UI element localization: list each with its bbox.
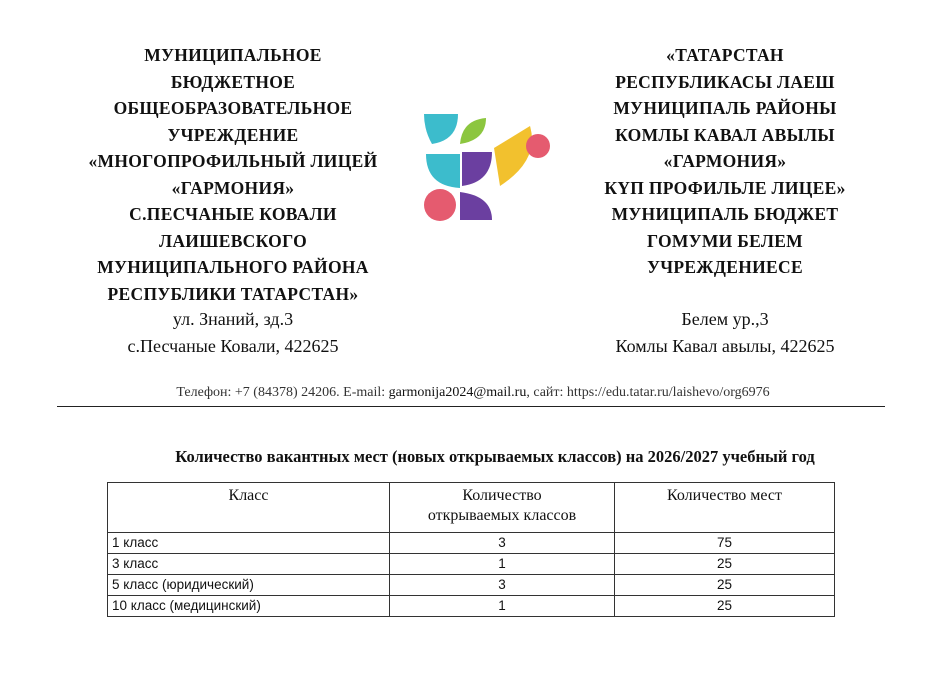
cell-classes-count: 3: [390, 533, 615, 554]
org-name-line: РЕСПУБЛИКИ ТАТАРСТАН»: [107, 283, 359, 304]
contact-website-text: , сайт: https://edu.tatar.ru/laishevo/org6976: [526, 385, 770, 400]
cell-class: 10 класс (медицинский): [108, 596, 390, 617]
table-header-row: [108, 483, 835, 533]
org-name-line: ГОМУМИ БЕЛЕМ: [646, 230, 803, 251]
cell-class: 1 класс: [108, 533, 390, 554]
table-row: [108, 554, 835, 575]
logo-purple-petal-bottom: [460, 192, 492, 220]
contact-email-link[interactable]: garmonija2024@mail.ru: [388, 385, 527, 400]
address-line: Комлы Кавал авылы, 422625: [615, 336, 835, 356]
cell-places: 25: [615, 575, 835, 596]
cell-class: 5 класс (юридический): [108, 575, 390, 596]
header-places: Количество мест: [615, 483, 835, 533]
address-tatar: [580, 306, 870, 360]
org-name-line: «ГАРМОНИЯ»: [663, 151, 787, 171]
org-name-line: С.ПЕСЧАНЫЕ КОВАЛИ: [129, 204, 337, 224]
org-name-russian: [68, 42, 398, 307]
logo-pink-dot-right: [526, 134, 550, 158]
logo-yellow-petal: [494, 126, 532, 186]
cell-places: 25: [615, 596, 835, 617]
org-name-line: МУНИЦИПАЛЬНОЕ: [144, 45, 322, 65]
table-row: [108, 575, 835, 596]
logo-pink-dot-left: [424, 189, 456, 221]
logo-green-petal: [460, 118, 486, 144]
cell-places: 25: [615, 554, 835, 575]
org-name-line: ОБЩЕОБРАЗОВАТЕЛЬНОЕ: [113, 98, 353, 118]
header-classes-count-line: Количество: [462, 487, 542, 504]
org-name-line: МУНИЦИПАЛЬ БЮДЖЕТ: [611, 204, 839, 224]
vacancy-table: [107, 482, 835, 617]
cell-places: 75: [615, 533, 835, 554]
table-title: Количество вакантных мест (новых открываемых классов) на 2026/2027 учебный год: [175, 447, 815, 466]
org-name-line: УЧРЕЖДЕНИЕСЕ: [647, 257, 803, 277]
cell-classes-count: 1: [390, 596, 615, 617]
org-name-line: БЮДЖЕТНОЕ: [170, 71, 296, 92]
address-russian: [68, 306, 398, 360]
table-row: [108, 533, 835, 554]
address-line: с.Песчаные Ковали, 422625: [127, 336, 339, 356]
org-name-line: УЧРЕЖДЕНИЕ: [167, 124, 299, 145]
cell-classes-count: 3: [390, 575, 615, 596]
contact-line: [0, 385, 946, 401]
org-name-line: ЛАИШЕВСКОГО: [159, 230, 307, 251]
org-name-line: «ТАТАРСТАН: [666, 45, 784, 65]
harmony-logo-icon: [420, 110, 552, 222]
org-name-line: КОМЛЫ КАВАЛ АВЫЛЫ: [615, 124, 835, 145]
header-class: Класс: [108, 483, 390, 533]
header-classes-count-line: открываемых классов: [427, 507, 577, 524]
address-line: ул. Знаний, зд.3: [172, 309, 294, 329]
org-name-line: РЕСПУБЛИКАСЫ ЛАЕШ: [615, 71, 835, 92]
org-name-line: КҮП ПРОФИЛЬЛЕ ЛИЦЕЕ»: [604, 177, 846, 198]
cell-class: 3 класс: [108, 554, 390, 575]
org-name-line: «МНОГОПРОФИЛЬНЫЙ ЛИЦЕЙ: [88, 151, 378, 171]
header-divider: [57, 406, 885, 407]
contact-phone-text: Телефон: +7 (84378) 24206. E-mail:: [176, 385, 389, 400]
header-classes-count: [390, 483, 615, 533]
logo-teal-petal-middle: [426, 154, 460, 188]
org-name-line: МУНИЦИПАЛЬНОГО РАЙОНА: [97, 257, 369, 277]
cell-classes-count: 1: [390, 554, 615, 575]
logo-purple-petal-middle: [462, 152, 492, 186]
table-row: [108, 596, 835, 617]
address-line: Белем ур.,3: [681, 309, 769, 329]
org-name-tatar: [580, 42, 870, 281]
org-name-line: «ГАРМОНИЯ»: [171, 177, 295, 198]
org-name-line: МУНИЦИПАЛЬ РАЙОНЫ: [613, 98, 837, 118]
logo-teal-petal-top: [424, 114, 458, 144]
